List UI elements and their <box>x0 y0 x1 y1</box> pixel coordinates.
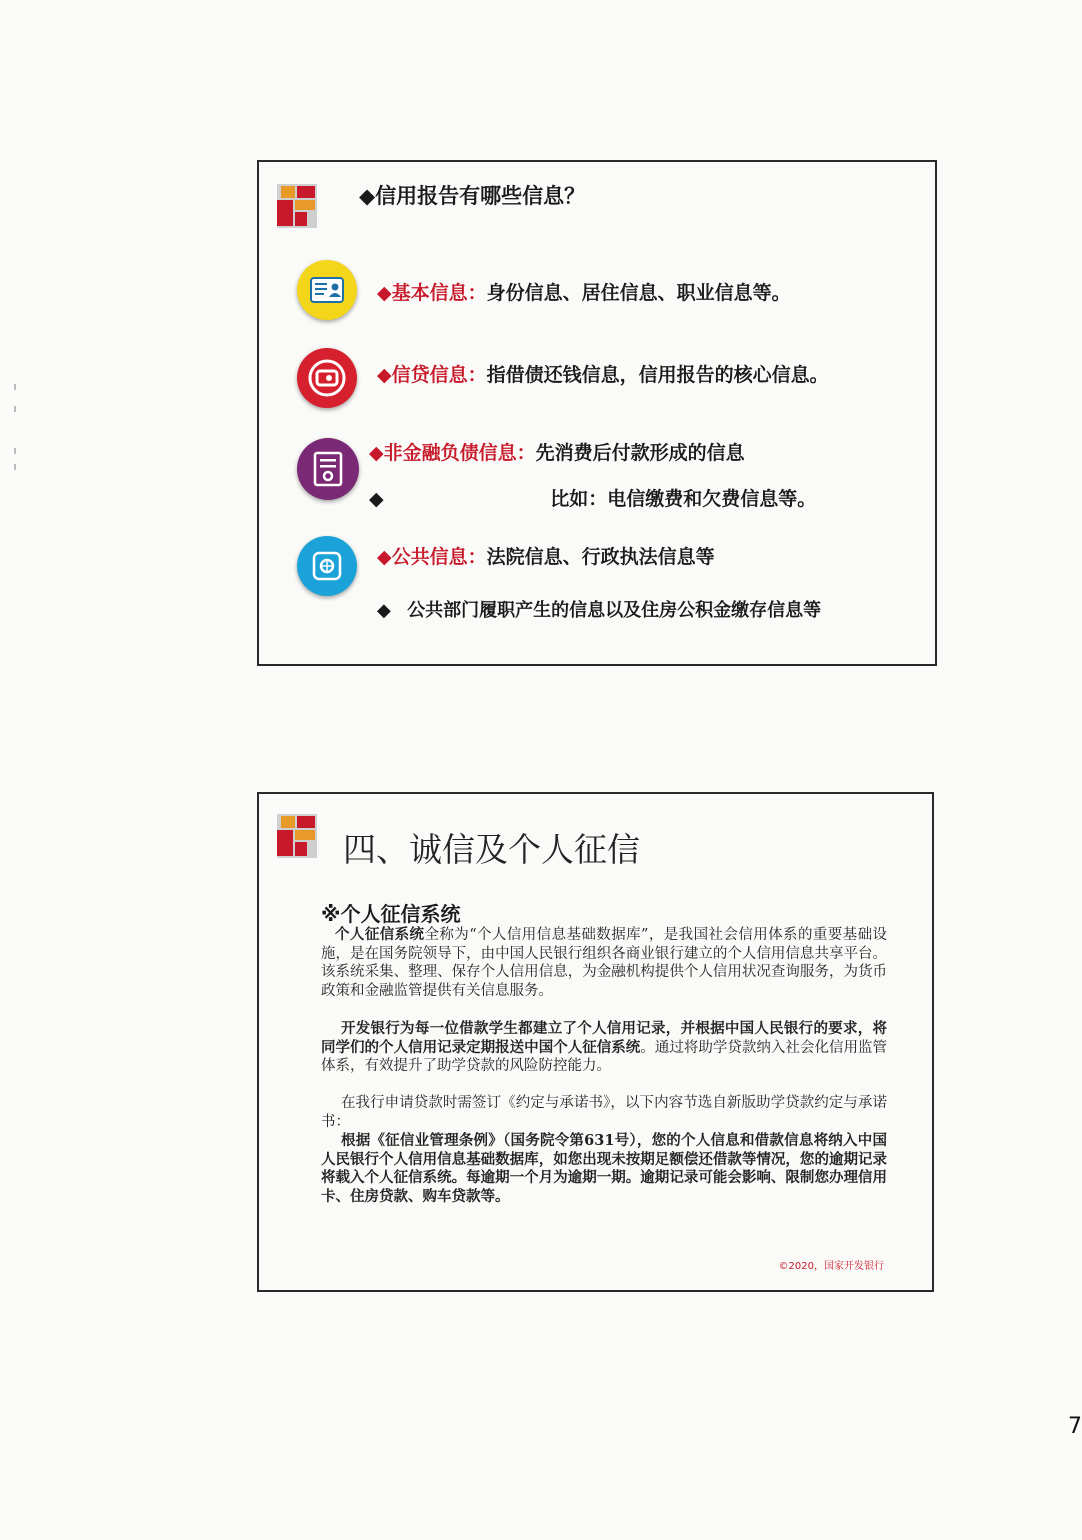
info-label: 基本信息： <box>391 282 487 304</box>
info-text: 法院信息、行政执法信息等 <box>486 546 715 568</box>
credit-card-icon <box>297 348 357 408</box>
info-row-credit: ◆信贷信息：指借债还钱信息，信用报告的核心信息。 <box>377 364 829 386</box>
scan-mark <box>14 384 16 390</box>
paragraph-agreement-intro: 在我行申请贷款时需签订《约定与承诺书》，以下内容节选自新版助学贷款约定与承诺书： <box>321 1095 887 1130</box>
camera-icon <box>297 536 357 596</box>
scan-mark <box>14 448 16 454</box>
page-number: 7 <box>1068 1414 1082 1439</box>
copyright-footer: ©2020，国家开发银行 <box>778 1261 884 1272</box>
slide-personal-credit <box>257 792 934 1292</box>
info-detail-text: 公共部门履职产生的信息以及住房公积金缴存信息等 <box>407 600 822 621</box>
paragraph-bank-records: 开发银行为每一位借款学生都建立了个人信用记录，并根据中国人民银行的要求，将同学们的个人信用记录定期报送中国个人征信系统。通过将助学贷款纳入社会化信用监管体系，有效提升了助学贷款的风险防控能力。 <box>321 1020 888 1074</box>
slide-credit-report-info <box>257 160 937 666</box>
scan-mark <box>14 464 16 470</box>
info-row-nonfinancial-example: ◆ 比如：电信缴费和欠费信息等。 <box>369 488 817 510</box>
info-text: 先消费后付款形成的信息 <box>535 442 745 464</box>
paragraph-system-intro: 个人征信系统全称为“个人信用信息基础数据库”，是我国社会信用体系的重要基础设施，是在国务院领导下，由中国人民银行组织各商业银行建立的个人信用信息共享平台。该系统采集、整理、保存个人信用信息，为金融机构提供个人信用状况查询服务，为货币政策和金融监管提供有关信息服务。 <box>321 926 888 999</box>
info-row-nonfinancial: ◆非金融负债信息：先消费后付款形成的信息 <box>369 442 745 464</box>
info-row-basic: ◆基本信息：身份信息、居住信息、职业信息等。 <box>377 282 791 304</box>
info-text: 身份信息、居住信息、职业信息等。 <box>486 282 791 304</box>
bank-logo-icon <box>277 184 317 228</box>
info-row-public-detail: ◆ 公共部门履职产生的信息以及住房公积金缴存信息等 <box>377 600 822 621</box>
section-subtitle: ※个人征信系统 <box>321 902 461 926</box>
document-icon <box>297 438 359 500</box>
bank-logo-icon <box>277 814 317 858</box>
info-example-text: 比如：电信缴费和欠费信息等。 <box>550 488 817 510</box>
info-label: 信贷信息： <box>391 364 487 386</box>
info-label: 公共信息： <box>391 546 487 568</box>
slide-question: ◆信用报告有哪些信息？ <box>359 184 586 208</box>
info-label: 非金融负债信息： <box>383 442 536 464</box>
info-text: 指借债还钱信息，信用报告的核心信息。 <box>486 364 829 386</box>
id-card-icon <box>297 260 357 320</box>
info-row-public: ◆公共信息：法院信息、行政执法信息等 <box>377 546 715 568</box>
slide-title: 四、诚信及个人征信 <box>343 830 640 869</box>
scan-mark <box>14 406 16 412</box>
paragraph-agreement-excerpt: 根据《征信业管理条例》（国务院令第631号），您的个人信息和借款信息将纳入中国人民银行个人信用信息基础数据库，如您出现未按期足额偿还借款等情况，您的逾期记录将载入个人征信系统。每逾期一个月为逾期一期。逾期记录可能会影响、限制您办理信用卡、住房贷款、购车贷款等。 <box>321 1132 887 1205</box>
